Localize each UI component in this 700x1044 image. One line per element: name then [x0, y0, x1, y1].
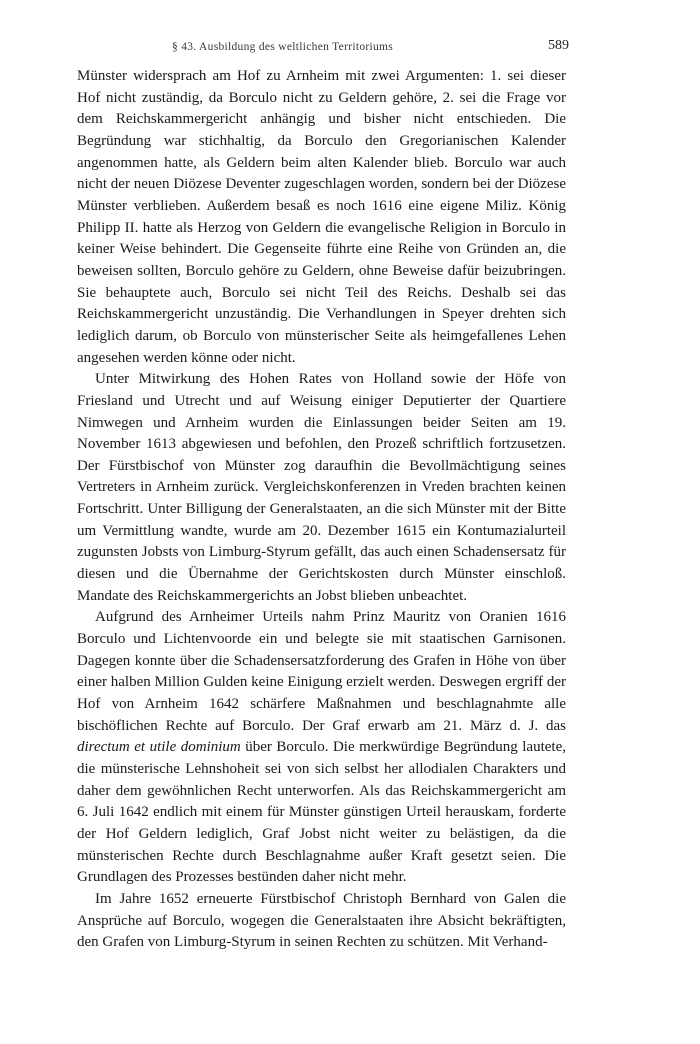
latin-term: directum et utile dominium: [77, 739, 241, 756]
paragraph-3-text-b: über Borculo. Die merkwürdige Begründung lautete, die münsterische Lehnshoheit sei von sich selbst her allodialen Charakters und daher dem gewöhnlichen Recht unterworfen. Als das Reichskammergericht am 6. Juli 1642 endlich mit einem für Münster günstigen Urteil herauskam, forderte der Hof Geldern lediglich, Graf Jobst nicht weiter zu belästigen, da die münsterischen Rechte durch Beschlagnahme außer Kraft gesetzt seien. Die Grundlagen des Prozesses bestünden daher nicht mehr.: [77, 739, 566, 886]
paragraph-2: Unter Mitwirkung des Hohen Rates von Holland sowie der Höfe von Friesland und Utrecht und auf Weisung einiger Deputierter der Quartiere Nimwegen und Arnheim wurden die Einlassungen beider Seiten am 19. November 1613 abgewiesen und befohlen, den Prozeß schriftlich fortzusetzen. Der Fürstbischof von Münster zog daraufhin die Bevollmächtigung seines Vertreters in Arnheim zurück. Vergleichskonferenzen in Vreden brachten keinen Fortschritt. Unter Billigung der Generalstaaten, an die sich Münster mit der Bitte um Vermittlung wandte, wurde am 20. Dezember 1615 ein Kontumazialurteil zugunsten Jobsts von Limburg-Styrum gefällt, das auch einen Schadensersatz für diesen und die Übernahme der Gerichtskosten durch Münster einschloß. Mandate des Reichskammergerichts an Jobst blieben unbeachtet.: [77, 371, 566, 604]
body-text: [77, 66, 566, 954]
running-head: § 43. Ausbildung des weltlichen Territoriums: [172, 41, 394, 53]
page-number: 589: [548, 38, 569, 53]
paragraph-1: Münster widersprach am Hof zu Arnheim mit zwei Argumenten: 1. sei dieser Hof nicht zuständig, da Borculo nicht zu Geldern gehöre, 2. sei die Frage vor dem Reichskammergericht anhängig und bisher nicht entschieden. Die Begründung war stichhaltig, da Borculo den Gregorianischen Kalender angenommen hatte, als Geldern beim alten Kalender blieb. Borculo war auch nicht der neuen Diözese Deventer zugeschlagen worden, sondern bei der Diözese Münster verblieben. Außerdem besaß es noch 1616 eine eigene Miliz. König Philipp II. hatte als Herzog von Geldern die evangelische Religion in Borculo in keiner Weise behindert. Die Gegenseite führte eine Reihe von Gründen an, die beweisen sollten, Borculo gehöre zu Geldern, ohne Beweise dafür beizubringen. Sie behauptete auch, Borculo sei nicht Teil des Reichs. Deshalb sei das Reichskammergericht unzuständig. Die Verhandlungen in Speyer drehten sich lediglich darum, ob Borculo von münsterischer Seite als heimgefallenes Lehen angesehen werden könne oder nicht.: [77, 68, 566, 366]
paragraph-3-text-a: Aufgrund des Arnheimer Urteils nahm Prinz Mauritz von Oranien 1616 Borculo und Lichtenvoorde ein und belegte sie mit staatischen Garnisonen. Dagegen konnte über die Schadensersatzforderung des Grafen in Höhe von über einer halben Million Gulden keine Einigung erzielt werden. Deswegen ergriff der Hof von Arnheim 1642 schärfere Maßnahmen und beschlagnahmte alle bischöflichen Rechte auf Borculo. Der Graf erwarb am 21. März d. J. das: [77, 609, 566, 734]
paragraph-4: Im Jahre 1652 erneuerte Fürstbischof Christoph Bernhard von Galen die Ansprüche auf Borculo, wogegen die Generalstaaten ihre Absicht bekräftigten, den Grafen von Limburg-Styrum in seinen Rechten zu schützen. Mit Verhand-: [77, 890, 566, 951]
paragraph-3: [77, 607, 566, 889]
